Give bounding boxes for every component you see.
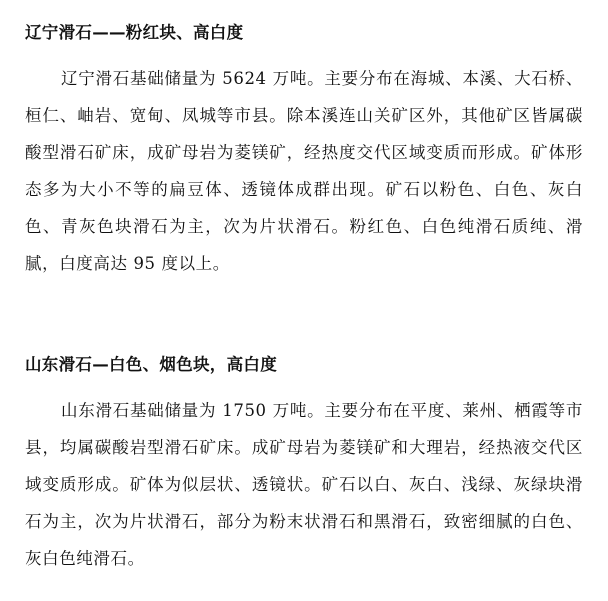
section-shandong: [25, 352, 583, 577]
section-paragraph: 辽宁滑石基础储量为 5624 万吨。主要分布在海城、本溪、大石桥、桓仁、岫岩、宽甸、凤城等市县。除本溪连山关矿区外，其他矿区皆属碳酸型滑石矿床，成矿母岩为菱镁矿，经热度交代区域变质而形成。矿体形态多为大小不等的扁豆体、透镜体成群出现。矿石以粉色、白色、灰白色、青灰色块滑石为主，次为片状滑石。粉红色、白色纯滑石质纯、滑腻，白度高达 95 度以上。: [25, 69, 583, 273]
section-paragraph: 山东滑石基础储量为 1750 万吨。主要分布在平度、莱州、栖霞等市县，均属碳酸岩型滑石矿床。成矿母岩为菱镁矿和大理岩，经热液交代区域变质形成。矿体为似层状、透镜状。矿石以白、灰白、浅绿、灰绿块滑石为主，次为片状滑石，部分为粉末状滑石和黑滑石，致密细腻的白色、灰白色纯滑石。: [25, 401, 583, 568]
section-heading: 山东滑石—白色、烟色块，高白度: [25, 355, 277, 374]
section-heading: 辽宁滑石——粉红块、高白度: [25, 23, 244, 42]
section-liaoning: [25, 20, 583, 282]
